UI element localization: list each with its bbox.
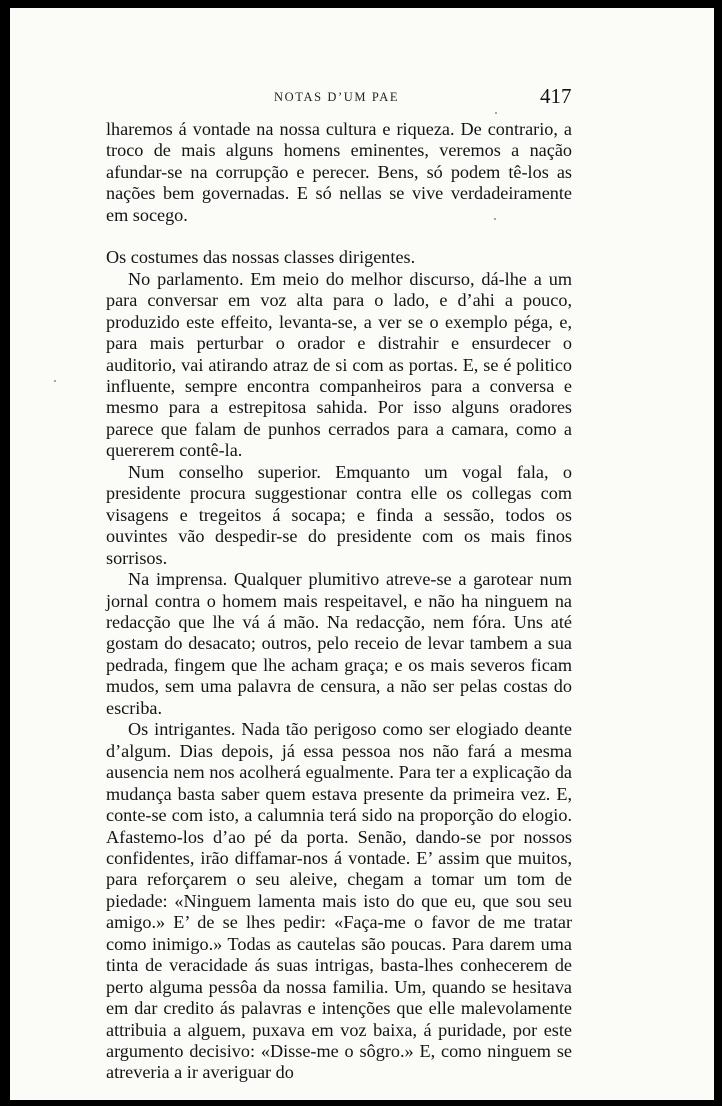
paragraph-continuation: lharemos á vontade na nossa cultura e riqueza. De contrario, a troco de mais alguns homens eminentes, veremos a nação afundar-se na corrupção e perecer. Bens, só podem tê-los as nações bem governadas. E só nellas se vive verdadeiramente em socego.: [106, 119, 572, 225]
page-number: 417: [540, 84, 572, 108]
running-title: NOTAS D’UM PAE: [274, 90, 400, 104]
paper-speck: [54, 380, 56, 382]
paragraph-parlamento: No parlamento. Em meio do melhor discurso, dá-lhe a um para conversar em voz alta para o lado, e d’ahi a pouco, produzido este effeito, levanta-se, a ver se o exemplo péga, e, para mais perturbar o orador e distrahir e ensurdecer o auditorio, vai atirando atraz de si com as portas. E, se é politico influente, sempre encontra companheiros para a conversa e mesmo para a estrepitosa sahida. Por isso alguns oradores parece que falam de punhos cerrados para a camara, como a quererem contê-la.: [106, 268, 572, 461]
paragraph-section-heading: Os costumes das nossas classes dirigentes.: [106, 247, 416, 268]
body-text: [106, 119, 572, 1084]
paper-speck: [494, 218, 496, 220]
paragraph-imprensa: Na imprensa. Qualquer plumitivo atreve-se a garotear num jornal contra o homem mais respeitavel, e não ha ninguem na redacção que lhe vá á mão. Na redacção, nem fóra. Uns até gostam do desacato; outros, pelo receio de levar tambem a sua pedrada, fingem que lhe acham graça; e os mais severos ficam mudos, sem uma palavra de censura, a não ser pelas costas do escriba.: [106, 569, 572, 718]
paragraph-conselho: Num conselho superior. Emquanto um vogal fala, o presidente procura suggestionar contra elle os collegas com visagens e tregeitos á socapa; e finda a sessão, todos os ouvintes vão despedir-se do presidente com os mais finos sorrisos.: [106, 461, 572, 568]
paragraph-intrigantes: Os intrigantes. Nada tão perigoso como ser elogiado deante d’algum. Dias depois, já essa pessoa nos não fará a mesma ausencia nem nos acolherá egualmente. Para ter a explicação da mudança basta saber quem estava presente da primeira vez. E, conte-se com isto, a calumnia terá sido na proporção do elogio. Afastemo-los d’ao pé da porta. Senão, dando-se por nossos confidentes, irão diffamar-nos á vontade. E’ assim que muitos, para reforçarem o seu aleive, chegam a tomar um tom de piedade: «Ninguem lamenta mais isto do que eu, que sou seu amigo.» E’ de se lhes pedir: «Faça-me o favor de me tratar como inimigo.» Todas as cautelas são poucas. Para darem uma tinta de veracidade ás suas intrigas, basta-lhes conhecerem de perto alguma pessôa da nossa familia. Um, quando se hesitava em dar credito ás palavras e intenções que elle malevolamente attribuia a alguem, puxava em voz baixa, á puridade, por este argumento decisivo: «Disse-me o sôgro.» E, como ninguem se atreveria a ir averiguar do: [106, 719, 572, 1083]
paper-speck: [495, 112, 497, 114]
page-header: [10, 86, 714, 116]
book-page: [10, 8, 714, 1100]
